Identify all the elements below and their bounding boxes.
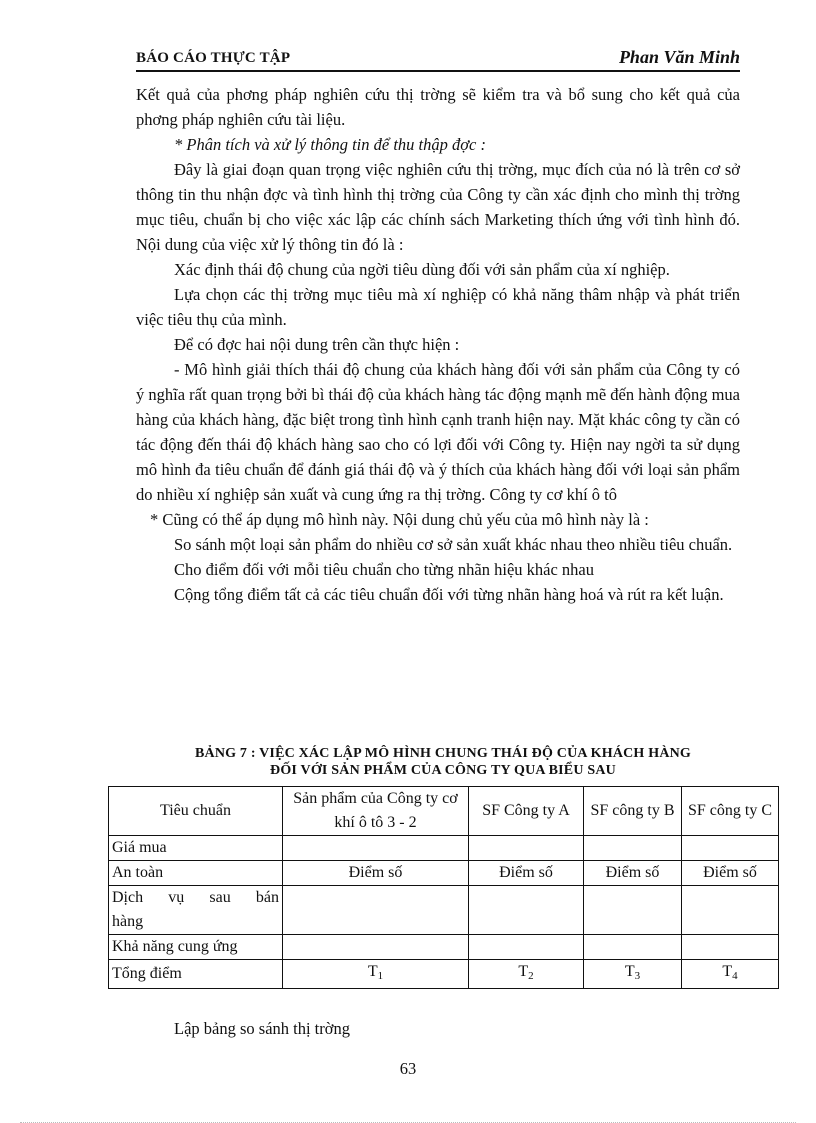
total-cell: $T_4$ — [682, 960, 779, 989]
paragraph: Lựa chọn các thị trờng mục tiêu mà xí nghiệp có khả năng thâm nhập và phát triển việc tiêu thụ của mình. — [136, 285, 740, 329]
comparison-table — [108, 786, 779, 989]
page-number: 63 — [399, 1059, 417, 1078]
paragraph: Để có đợc hai nội dung trên cần thực hiện : — [174, 335, 460, 354]
header-cell: SF công ty B — [584, 787, 682, 836]
total-cell: $T_1$ — [283, 960, 469, 989]
header-cell: Tiêu chuẩn — [109, 787, 283, 836]
table-cell — [584, 935, 682, 960]
table-cell — [682, 836, 779, 861]
total-cell: $T_2$ — [469, 960, 584, 989]
table-cell — [283, 836, 469, 861]
paragraph: Cộng tổng điểm tất cả các tiêu chuẩn đối với từng nhãn hàng hoá và rút ra kết luận. — [174, 585, 724, 604]
body-text — [136, 82, 740, 607]
table-header-row — [109, 787, 779, 836]
table-cell — [283, 886, 469, 935]
row-label-line: hàng — [112, 913, 144, 930]
paragraph: So sánh một loại sản phẩm do nhiều cơ sở sản xuất khác nhau theo nhiều tiêu chuẩn. — [174, 535, 733, 554]
header-cell: Sản phẩm của Công ty cơ khí ô tô 3 - 2 — [283, 787, 469, 836]
table-row — [109, 886, 779, 935]
after-table-text: Lập bảng so sánh thị trờng — [174, 1019, 350, 1038]
row-label: An toàn — [109, 861, 283, 886]
page-header — [136, 47, 740, 72]
table-cell: Điểm số — [283, 861, 469, 886]
table-cell — [584, 886, 682, 935]
table-cell — [584, 836, 682, 861]
table-cell: Điểm số — [584, 861, 682, 886]
paragraph: Xác định thái độ chung của ngời tiêu dùng đối với sản phẩm của xí nghiệp. — [174, 260, 670, 279]
table-title-line: ĐỐI VỚI SẢN PHẨM CỦA CÔNG TY QUA BIỂU SAU — [270, 763, 616, 778]
author-name: Phan Văn Minh — [618, 47, 740, 67]
table-title — [108, 745, 778, 779]
row-label: Khả năng cung ứng — [109, 935, 283, 960]
paragraph: Kết quả của phơng pháp nghiên cứu thị trờng sẽ kiểm tra và bổ sung cho kết quả của phơng pháp nghiên cứu tài liệu. — [136, 85, 740, 129]
total-cell: $T_3$ — [584, 960, 682, 989]
paragraph: - Mô hình giải thích thái độ chung của khách hàng đối với sản phẩm của Công ty có ý nghĩa rất quan trọng bởi bì thái độ của khách hàng tác động mạnh mẽ đến hành động mua hàng của khách hàng, đặc biệt trong tình hình cạnh tranh hiện nay. Mặt khác công ty cần có tác động đến thái độ khách hàng sao cho có lợi đối với Công ty. Hiện nay ngời ta sử dụng mô hình đa tiêu chuẩn để đánh giá thái độ và ý thích của khách hàng đối với loại sản phẩm do nhiều xí nghiệp sản xuất và cung ứng ra thị trờng. Công ty cơ khí ô tô — [136, 360, 740, 504]
table-row — [109, 836, 779, 861]
row-label — [109, 886, 283, 935]
table-row — [109, 935, 779, 960]
table-cell: Điểm số — [682, 861, 779, 886]
table-row — [109, 861, 779, 886]
paragraph: Đây là giai đoạn quan trọng việc nghiên cứu thị trờng, mục đích của nó là trên cơ sở thông tin thu nhận đợc và tình hình thị trờng của Công ty cần xác định cho mình thị trờng mục tiêu, chuẩn bị cho việc xác lập các chính sách Marketing thích ứng với tình hình đó. Nội dung của việc xử lý thông tin đó là : — [136, 160, 740, 254]
row-label: Giá mua — [109, 836, 283, 861]
table-cell — [469, 886, 584, 935]
header-cell: SF Công ty A — [469, 787, 584, 836]
header-cell: SF công ty C — [682, 787, 779, 836]
row-label: Tổng điểm — [109, 960, 283, 989]
table-cell: Điểm số — [469, 861, 584, 886]
table-title-line: BẢNG 7 : VIỆC XÁC LẬP MÔ HÌNH CHUNG THÁI ĐỘ CỦA KHÁCH HÀNG — [194, 746, 692, 761]
table-row-total — [109, 960, 779, 989]
table-cell — [682, 886, 779, 935]
row-label-line: Dịch vụ sau bán — [112, 889, 279, 906]
report-title: BÁO CÁO THỰC TẬP — [136, 50, 291, 66]
table-cell — [469, 836, 584, 861]
paragraph: Cho điểm đối với mỗi tiêu chuẩn cho từng nhãn hiệu khác nhau — [174, 560, 595, 579]
table-cell — [682, 935, 779, 960]
paragraph: * Cũng có thể áp dụng mô hình này. Nội dung chủ yếu của mô hình này là : — [150, 510, 649, 529]
table-cell — [469, 935, 584, 960]
table-cell — [283, 935, 469, 960]
paragraph-subheading: * Phân tích và xử lý thông tin để thu thập đợc : — [174, 135, 486, 154]
